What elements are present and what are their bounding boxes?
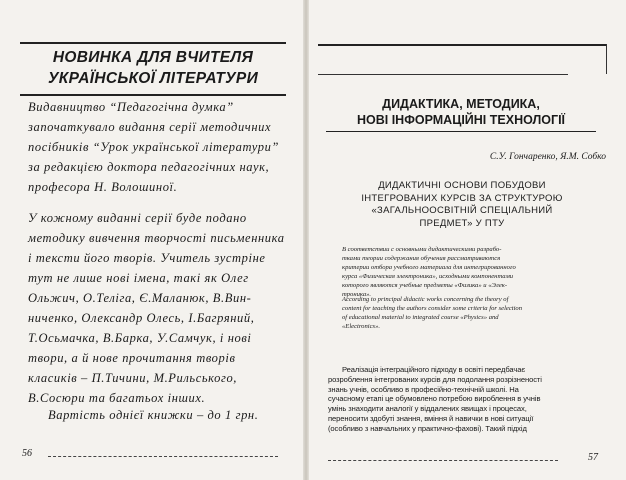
header-rule [318,74,568,75]
abstract-line: «Electronics». [342,323,381,330]
text-line: тут не лише нові імена, такі як Олег [28,271,249,285]
header-rule [318,44,606,46]
series-paragraph [28,208,285,408]
body-line: знань учнів, особливо в професійно-технічній школі. На [328,384,519,394]
abstract-line: of educational material to integrated course «Physics» and [342,314,499,321]
announcement-title [20,42,286,96]
abstract-russian [342,245,596,299]
body-line: розроблення інтегрованих курсів для подолання розрізненості [328,374,542,384]
body-line: сучасному етапі це обумовлено потребою вироблення в учнів [328,394,541,404]
abstract-line: В соответствии с основными дидактическими разрабо- [342,246,502,253]
body-line: (особливо з навчальних у практично-фахові). Такий підхід [328,423,527,433]
abstract-line: content for teaching the authors consider some criteria for selection [342,305,523,312]
text-line: професора Н. Волошиної. [28,180,178,194]
page-number: 56 [22,448,32,459]
abstract-line: которого являются учебные предметы «Физика» и «Элек- [342,282,508,289]
text-line: посібників “Урок української літератури” [28,140,280,154]
footer-rule [328,460,558,461]
abstract-line: троника». [342,291,372,298]
abstract-line: тками теории содержания обучения рассматриваются [342,255,501,262]
abstract-line: According to principal didactic works concerning the theory of [342,296,509,303]
text-line: класиків – П.Тичини, М.Рильського, [28,371,238,385]
title-line: НОВИНКА ДЛЯ ВЧИТЕЛЯ [52,49,254,66]
text-line: Ольжич, О.Теліга, Є.Маланюк, В.Вин- [28,291,252,305]
body-line: переносити здобуті знання, вміння й навички в нові ситуації [328,413,534,423]
text-line: твори, а й нове прочитання творів [28,351,236,365]
article-title [328,180,596,230]
text-line: Т.Осьмачка, В.Барка, У.Самчук, і нові [28,331,252,345]
text-line: ниченко, Олександр Олесь, І.Багряний, [28,311,255,325]
text-line: В.Сосюри та багатьох інших. [28,391,206,405]
body-line: умінь знаходити аналогії у віддалених явищах і процесах, [328,404,527,414]
section-heading-line: НОВІ ІНФОРМАЦІЙНІ ТЕХНОЛОГІЇ [356,113,566,127]
article-authors: С.У. Гончаренко, Я.М. Собко [489,152,606,162]
text-line: Видавництво “Педагогічна думка” [28,100,234,114]
left-page [0,0,306,480]
title-line: ДИДАКТИЧНІ ОСНОВИ ПОБУДОВИ [378,180,546,191]
text-line: методику вивчення творчості письменника [28,231,285,245]
abstract-line: курса «Физическая электроника», исходными компонентами [342,273,514,280]
header-divider [606,44,607,74]
title-line: «ЗАГАЛЬНООСВІТНІЙ СПЕЦІАЛЬНИЙ [371,205,553,216]
body-line: Реалізація інтеграційного підходу в освіті передбачає [342,365,526,374]
text-line: і тексти його творів. Учитель зустріне [28,251,266,265]
abstract-english [342,295,596,331]
abstract-line: критерии отбора учебного материала для интегрированного [342,264,516,271]
section-heading [326,96,596,128]
title-line: ПРЕДМЕТ» У ПТУ [419,217,505,229]
publisher-paragraph [28,97,280,197]
text-line: започаткувало видання серії методичних [28,120,272,134]
heading-rule [326,131,596,132]
section-heading-line: ДИДАКТИКА, МЕТОДИКА, [382,97,540,111]
text-line: за редакцією доктора педагогічних наук, [28,160,270,174]
footer-rule [48,456,278,457]
page-number: 57 [588,452,598,463]
text-line: У кожному виданні серії буде подано [28,211,247,225]
title-line: УКРАЇНСЬКОЇ ЛІТЕРАТУРИ [47,70,259,87]
price-line: Вартість однієї книжки – до 1 грн. [48,408,259,422]
title-line: ІНТЕГРОВАНИХ КУРСІВ ЗА СТРУКТУРОЮ [361,192,563,204]
right-page [308,0,626,480]
article-body [328,365,598,434]
